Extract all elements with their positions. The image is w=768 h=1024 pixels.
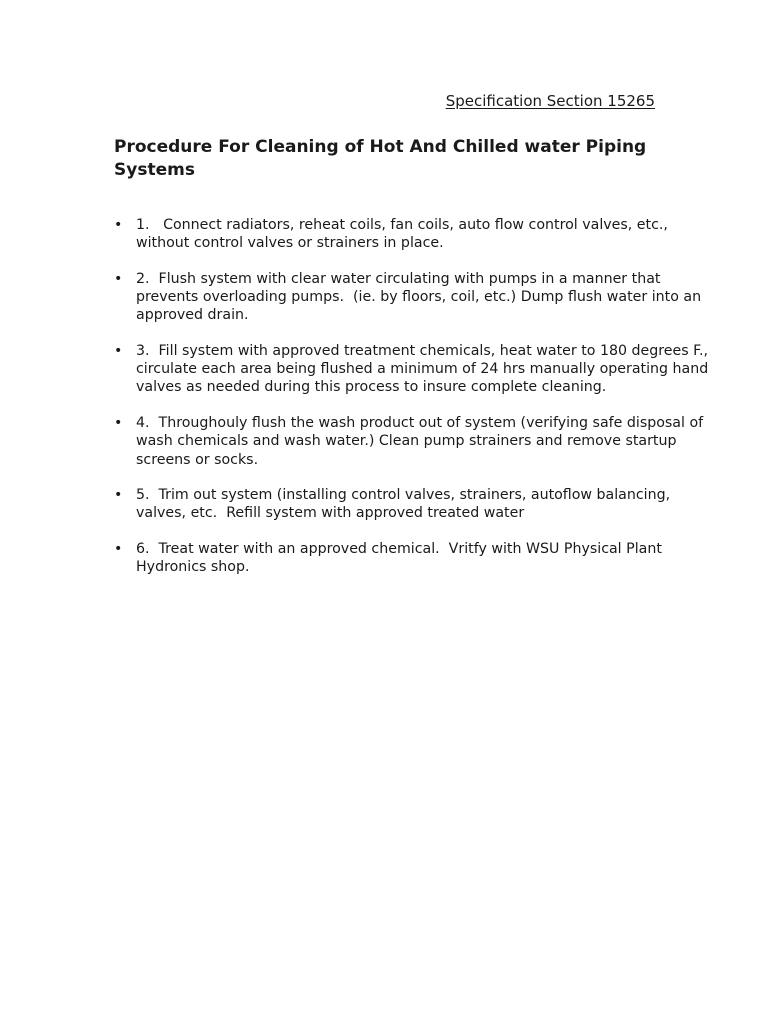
bullet-icon: • xyxy=(114,217,123,233)
step-text: 2. Flush system with clear water circulating with pumps in a manner that prevents overloading pumps. (ie. by floors, coil, etc.) Dump flush water into an approved drain. xyxy=(136,270,706,324)
bullet-icon: • xyxy=(114,343,123,360)
bullet-icon: • xyxy=(114,541,123,558)
procedure-step-2 xyxy=(114,270,714,325)
procedure-steps-list xyxy=(114,216,714,594)
step-text: 4. Throughouly flush the wash product out of system (verifying safe disposal of wash chemicals and wash water.) Clean pump strainers and remove startup screens or socks. xyxy=(136,415,708,468)
procedure-step-4 xyxy=(114,414,714,469)
bullet-icon: • xyxy=(114,415,123,432)
procedure-step-1 xyxy=(114,216,714,252)
specification-section-reference: Specification Section 15265 xyxy=(445,92,655,110)
step-text: 6. Treat water with an approved chemical. Vritfy with WSU Physical Plant Hydronics shop. xyxy=(136,541,667,576)
procedure-step-6 xyxy=(114,540,714,576)
document-title: Procedure For Cleaning of Hot And Chilled water Piping Systems xyxy=(114,137,647,180)
step-text: 3. Fill system with approved treatment chemicals, heat water to 180 degrees F., circulate each area being flushed a minimum of 24 hrs manually operating hand valves as needed during this process to insure complete cleaning. xyxy=(136,343,713,396)
procedure-step-5 xyxy=(114,486,714,522)
step-text: 1. Connect radiators, reheat coils, fan coils, auto flow control valves, etc., without control valves or strainers in place. xyxy=(136,217,673,252)
bullet-icon: • xyxy=(114,270,123,287)
procedure-step-3 xyxy=(114,342,714,397)
bullet-icon: • xyxy=(114,487,123,504)
step-text: 5. Trim out system (installing control valves, strainers, autoflow balancing, valves, etc. Refill system with approved treated water xyxy=(136,487,675,522)
